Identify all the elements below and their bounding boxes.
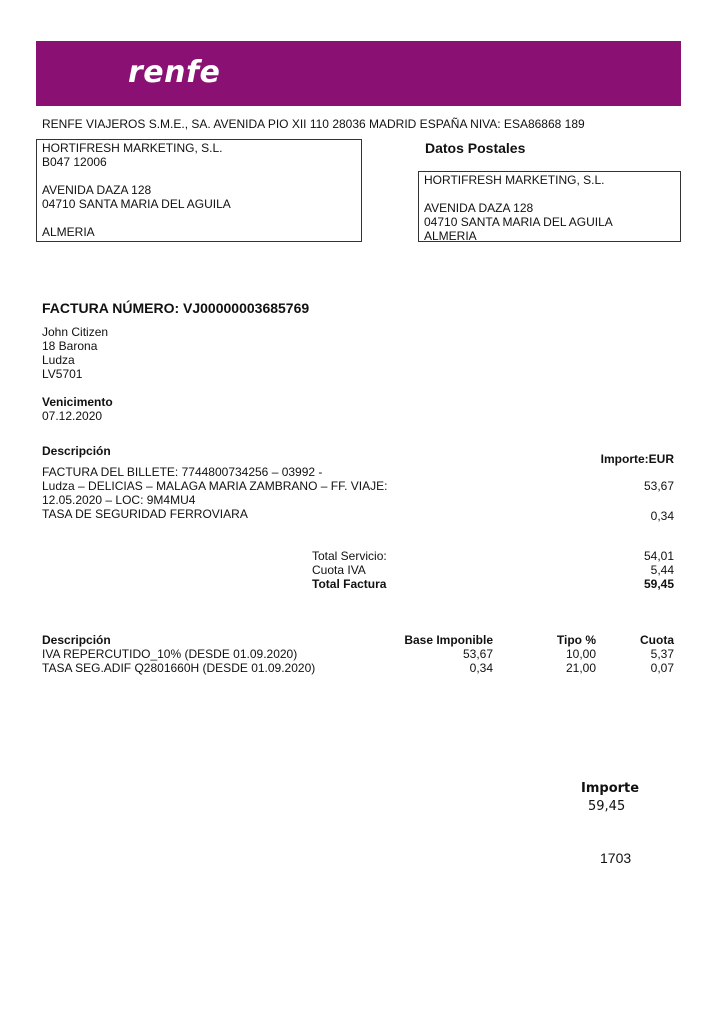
address-line: HORTIFRESH MARKETING, S.L. — [424, 173, 605, 187]
tax-col-base: Base Imponible — [404, 633, 493, 647]
item-desc-line: 12.05.2020 – LOC: 9M4MU4 — [42, 493, 196, 507]
items-desc-header: Descripción — [42, 444, 111, 458]
address-line: ALMERIA — [424, 229, 477, 243]
address-line — [424, 187, 675, 201]
customer-line: Ludza — [42, 353, 75, 367]
tax-desc: IVA REPERCUTIDO_10% (DESDE 01.09.2020) — [42, 647, 298, 661]
table-row — [42, 647, 674, 661]
tax-col-cuota: Cuota — [640, 633, 674, 647]
tax-table-header — [42, 633, 674, 647]
table-row — [42, 661, 674, 675]
total-factura-value: 59,45 — [643, 577, 674, 591]
totals-labels — [312, 549, 387, 591]
total-servicio-value: 54,01 — [643, 549, 674, 563]
due-label: Venicimento — [42, 395, 113, 409]
postal-title: Datos Postales — [425, 140, 526, 156]
document-code: 1703 — [600, 850, 632, 866]
item-amount: 0,34 — [650, 509, 674, 523]
item-desc-line: TASA DE SEGURIDAD FERROVIARA — [42, 507, 248, 521]
tax-cuota: 5,37 — [650, 647, 674, 661]
customer-line: LV5701 — [42, 367, 83, 381]
totals-values — [560, 549, 674, 591]
tax-tipo: 21,00 — [565, 661, 596, 675]
due-date: 07.12.2020 — [42, 409, 103, 423]
address-line: HORTIFRESH MARKETING, S.L. — [42, 141, 223, 155]
tax-desc: TASA SEG.ADIF Q2801660H (DESDE 01.09.2020) — [42, 661, 316, 675]
tax-base: 53,67 — [462, 647, 493, 661]
item-desc-line: Ludza – DELICIAS – MALAGA MARIA ZAMBRANO – FF. VIAJE: — [42, 479, 388, 493]
address-line — [42, 169, 356, 183]
tax-tipo: 10,00 — [565, 647, 596, 661]
customer-line: 18 Barona — [42, 339, 98, 353]
total-factura-label: Total Factura — [312, 577, 387, 591]
customer-line: John Citizen — [42, 325, 109, 339]
address-line: AVENIDA DAZA 128 — [42, 183, 152, 197]
cuota-iva-value: 5,44 — [650, 563, 674, 577]
tax-col-tipo: Tipo % — [556, 633, 596, 647]
address-line: B047 12006 — [42, 155, 107, 169]
address-line: AVENIDA DAZA 128 — [424, 201, 534, 215]
tax-cuota: 0,07 — [650, 661, 674, 675]
company-info: RENFE VIAJEROS S.M.E., SA. AVENIDA PIO XII 110 28036 MADRID ESPAÑA NIVA: ESA86868 189 — [42, 117, 585, 131]
cuota-iva-label: Cuota IVA — [312, 563, 366, 577]
address-line — [42, 211, 356, 225]
importe-value: 59,45 — [588, 799, 626, 814]
postal-address-box — [418, 171, 681, 242]
renfe-logo: renfe — [128, 55, 221, 90]
importe-label: Importe — [581, 781, 640, 796]
tax-base: 0,34 — [469, 661, 493, 675]
customer-block — [42, 325, 108, 381]
address-line: 04710 SANTA MARIA DEL AGUILA — [424, 215, 613, 229]
billing-address-box — [36, 139, 362, 242]
item-amount: 53,67 — [643, 479, 674, 493]
tax-table — [42, 633, 674, 675]
tax-col-description: Descripción — [42, 633, 111, 647]
address-line: ALMERIA — [42, 225, 95, 239]
invoice-number: FACTURA NÚMERO: VJ00000003685769 — [42, 300, 310, 316]
address-line: 04710 SANTA MARIA DEL AGUILA — [42, 197, 231, 211]
items-amount-header: Importe:EUR — [600, 452, 674, 466]
total-servicio-label: Total Servicio: — [312, 549, 387, 563]
item-row — [42, 465, 442, 507]
due-block — [42, 395, 113, 423]
item-desc-line: FACTURA DEL BILLETE: 7744800734256 – 03992 - — [42, 465, 323, 479]
